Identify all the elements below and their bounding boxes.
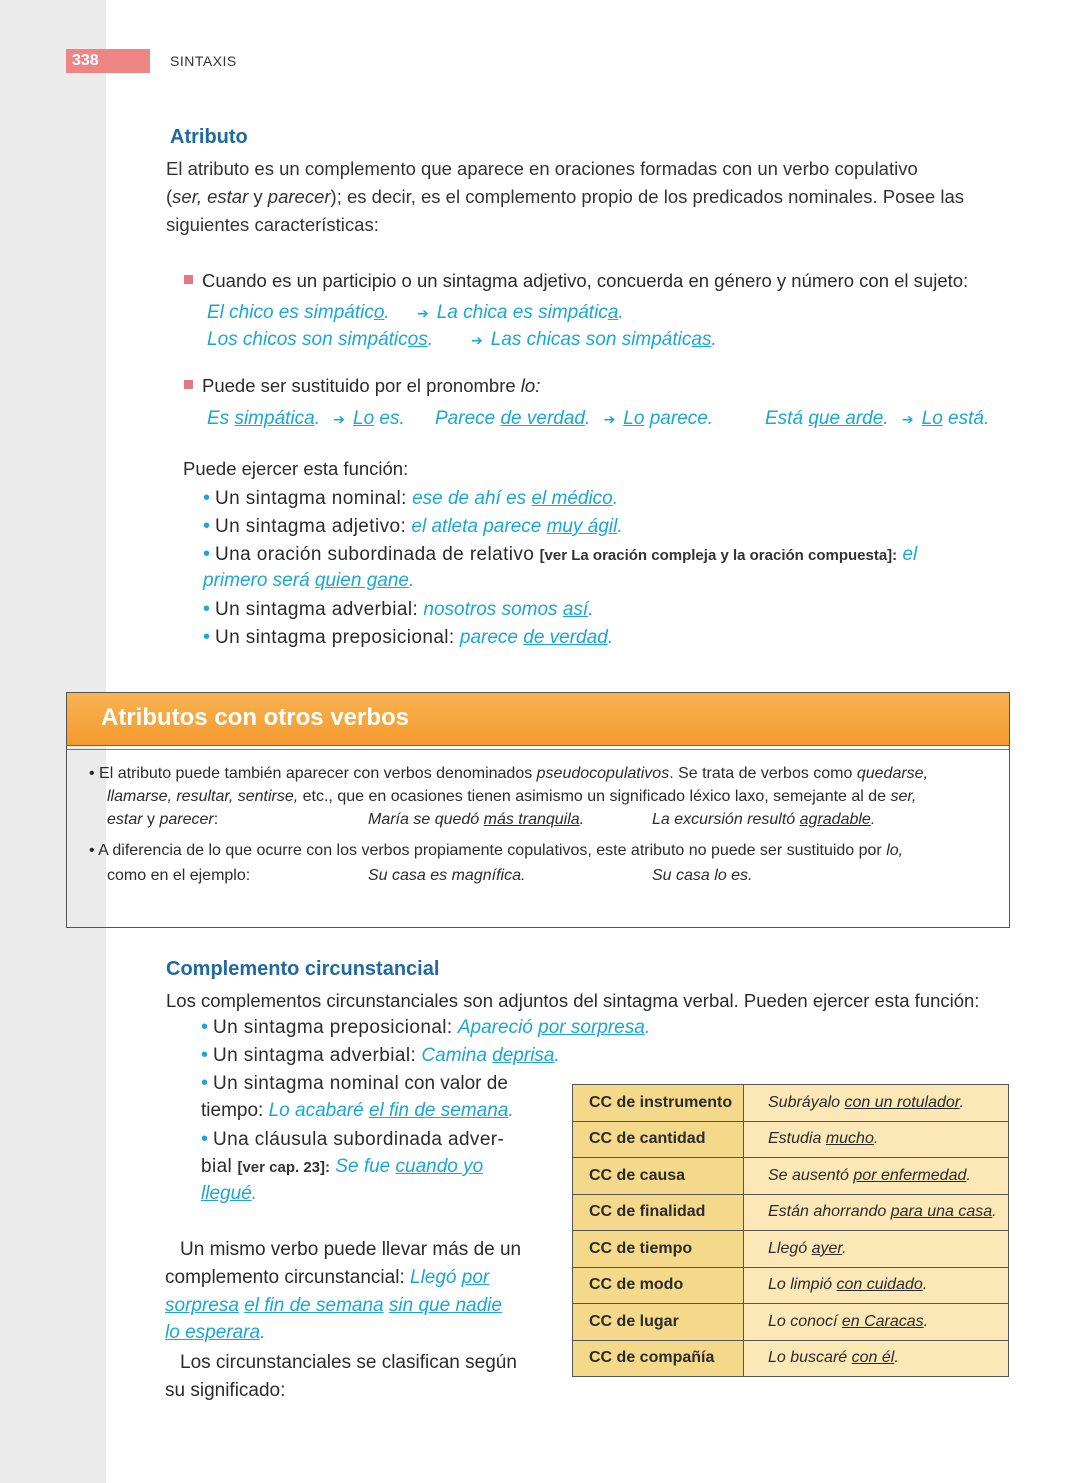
cc-type-cell: CC de modo [573, 1267, 744, 1304]
table-row [573, 1340, 1009, 1377]
page-number: 338 [66, 49, 150, 73]
cc-example-cell: Lo buscaré con él. [744, 1340, 1009, 1377]
cc-example-cell: Lo limpió con cuidado. [744, 1267, 1009, 1304]
table-row [573, 1121, 1009, 1158]
example-line: ➔ La chica es simpática. [417, 302, 624, 323]
cc-example-cell: Están ahorrando para una casa. [744, 1194, 1009, 1231]
square-bullet-icon [184, 275, 193, 284]
cc-example-cell: Subráyalo con un rotulador. [744, 1085, 1009, 1122]
example-line: ➔ Las chicas son simpáticas. [471, 329, 717, 350]
cc-type-cell: CC de tiempo [573, 1231, 744, 1268]
info-box-title: Atributos con otros verbos [101, 704, 410, 731]
bullet-dot-icon: • [201, 1128, 209, 1150]
cc-types-table [572, 1084, 1009, 1377]
box-paragraph-1: • El atributo puede también aparecer con verbos denominados pseudocopulativos. Se trata de verbos como quedarse, [89, 765, 929, 782]
cc-funcion-item-continued: bial [ver cap. 23]: Se fue cuando yo [201, 1156, 484, 1177]
bullet-dot-icon: • [89, 765, 100, 782]
cc-type-cell: CC de lugar [573, 1304, 744, 1341]
funcion-intro: Puede ejercer esta función: [183, 458, 409, 479]
cc-paragraph-line: lo esperara. [165, 1322, 266, 1343]
funcion-item: • Una oración subordinada de relativo [ver La oración compleja y la oración compuesta]: el [203, 543, 918, 565]
cc-paragraph: Un mismo verbo puede llevar más de un [180, 1239, 522, 1260]
bullet-dot-icon: • [201, 1072, 209, 1094]
cc-example-cell: Estudia mucho. [744, 1121, 1009, 1158]
cc-example-cell: Llegó ayer. [744, 1231, 1009, 1268]
atributo-bullet-sustitucion: Puede ser sustituido por el pronombre lo: [184, 373, 540, 399]
atributo-bullet-concordancia: Cuando es un participio o un sintagma adjetivo, concuerda en género y número con el sujeto: [184, 268, 968, 294]
box-paragraph-2-line: como en el ejemplo: [107, 867, 251, 884]
cc-type-cell: CC de finalidad [573, 1194, 744, 1231]
box-paragraph-1-line: llamarse, resultar, sentirse, etc., que en ocasiones tienen asimismo un significado léxico laxo, semejante al de ser, [107, 788, 917, 805]
funcion-item: • Un sintagma nominal: ese de ahí es el médico. [203, 487, 619, 509]
box-paragraph-2: • A diferencia de lo que ocurre con los verbos propiamente copulativos, este atributo no puede ser sustituido por lo, [89, 842, 904, 859]
example-line: Los chicos son simpáticos. [207, 329, 434, 350]
cc-paragraph-line: sorpresa el fin de semana sin que nadie [165, 1295, 502, 1316]
substitution-examples: Está que arde. ➔ Lo está. [765, 408, 990, 429]
cc-example-cell: Se ausentó por enfermedad. [744, 1158, 1009, 1195]
arrow-icon: ➔ [417, 305, 429, 321]
box-paragraph-1-line: estar y parecer: [107, 811, 219, 828]
arrow-icon: ➔ [603, 411, 616, 427]
funcion-item: • Un sintagma preposicional: parece de verdad. [203, 626, 614, 648]
box-example: María se quedó más tranquila. [368, 811, 585, 828]
info-box-otros-verbos [66, 692, 1010, 928]
bullet-dot-icon: • [203, 543, 211, 565]
box-example: Su casa es magnífica. [368, 867, 526, 884]
cc-intro: Los complementos circunstanciales son adjuntos del sintagma verbal. Pueden ejercer esta función: [166, 990, 980, 1011]
substitution-examples: Es simpática. ➔ Lo es. [207, 408, 405, 429]
cc-paragraph: Los circunstanciales se clasifican según [180, 1352, 517, 1373]
funcion-item: • Un sintagma adverbial: nosotros somos así. [203, 598, 594, 620]
atributo-heading: Atributo [170, 126, 248, 148]
table-row [573, 1231, 1009, 1268]
cc-funcion-item: • Un sintagma adverbial: Camina deprisa. [201, 1044, 560, 1066]
substitution-examples: Parece de verdad. ➔ Lo parece. [435, 408, 714, 429]
arrow-icon: ➔ [901, 411, 914, 427]
cc-funcion-item: • Una cláusula subordinada adver- [201, 1128, 505, 1150]
funcion-item: • Un sintagma adjetivo: el atleta parece muy ágil. [203, 515, 623, 537]
bullet-dot-icon: • [203, 598, 211, 620]
running-header: SINTAXIS [170, 53, 237, 69]
table-row [573, 1267, 1009, 1304]
bullet-dot-icon: • [203, 515, 211, 537]
bullet-dot-icon: • [89, 842, 99, 859]
info-box-header [67, 693, 1009, 746]
cc-type-cell: CC de instrumento [573, 1085, 744, 1122]
cc-type-cell: CC de causa [573, 1158, 744, 1195]
cc-funcion-item-continued: llegué. [201, 1183, 257, 1204]
table-row [573, 1158, 1009, 1195]
cc-example-cell: Lo conocí en Caracas. [744, 1304, 1009, 1341]
cc-funcion-item: • Un sintagma nominal con valor de [201, 1072, 508, 1094]
cc-funcion-item-continued: tiempo: Lo acabaré el fin de semana. [201, 1100, 514, 1121]
bullet-dot-icon: • [203, 626, 211, 648]
bullet-dot-icon: • [201, 1044, 209, 1066]
cc-heading: Complemento circunstancial [166, 958, 440, 980]
cc-funcion-item: • Un sintagma preposicional: Apareció por sorpresa. [201, 1016, 651, 1038]
square-bullet-icon [184, 380, 193, 389]
arrow-icon: ➔ [333, 411, 345, 427]
bullet-dot-icon: • [203, 487, 211, 509]
cc-paragraph-line: su significado: [165, 1380, 286, 1401]
cc-type-cell: CC de cantidad [573, 1121, 744, 1158]
arrow-icon: ➔ [471, 332, 483, 348]
divider [67, 749, 1009, 750]
box-example: La excursión resultó agradable. [652, 811, 876, 828]
table-row [573, 1304, 1009, 1341]
bullet-dot-icon: • [201, 1016, 209, 1038]
box-example: Su casa lo es. [652, 867, 753, 884]
example-line: El chico es simpático. [207, 302, 390, 323]
table-row [573, 1194, 1009, 1231]
atributo-intro: El atributo es un complemento que aparece en oraciones formadas con un verbo copulativo (ser, estar y parecer); es decir, es el complemento propio de los predicados nominales. Posee las siguientes características: [166, 158, 964, 235]
cc-type-cell: CC de compañía [573, 1340, 744, 1377]
table-row [573, 1085, 1009, 1122]
funcion-item-continued: primero será quien gane. [203, 570, 415, 591]
cc-paragraph-line: complemento circunstancial: Llegó por [165, 1267, 490, 1288]
